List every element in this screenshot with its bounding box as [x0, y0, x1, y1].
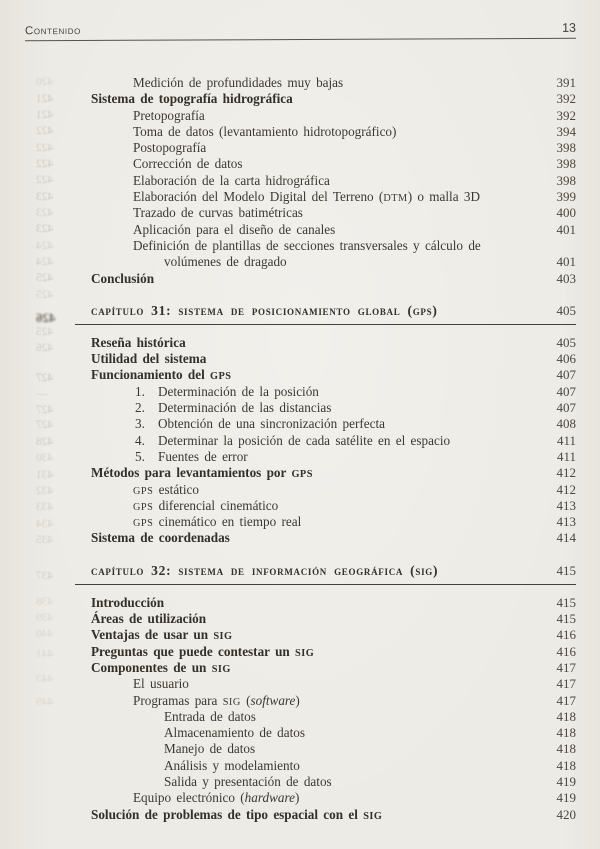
toc-row — [75, 676, 576, 692]
bleed-through-number: 434 — [36, 518, 54, 530]
toc-entry-page-number: 398 — [556, 156, 576, 172]
toc-entry-label: Salida y presentación de datos — [164, 773, 332, 789]
toc-entry-page-number: 418 — [556, 725, 576, 741]
toc-row — [75, 530, 576, 546]
toc-row — [75, 433, 576, 449]
toc-entry-page-number: 420 — [556, 806, 576, 822]
toc-row — [75, 205, 576, 221]
toc-entry-page-number: 403 — [556, 270, 576, 286]
running-header-page-number: 13 — [562, 20, 577, 35]
bleed-through-number: — — [36, 388, 48, 400]
chapter-heading-page-number: 415 — [556, 562, 576, 578]
toc-entry-page-number: 412 — [556, 465, 576, 481]
toc-entry-label: Conclusión — [91, 270, 155, 286]
toc-row — [75, 124, 576, 140]
toc-entry-page-number: 407 — [556, 383, 576, 399]
toc-entry-label: Pretopografía — [133, 107, 205, 123]
bleed-through-number: 424 — [36, 256, 54, 268]
bleed-through-number: 426 — [36, 342, 54, 354]
toc-row — [75, 271, 576, 287]
toc-row — [75, 140, 576, 156]
toc-entry-label: Trazado de curvas batimétricas — [133, 205, 303, 221]
toc-row — [75, 351, 576, 367]
toc-entry-page-number: 411 — [556, 448, 576, 464]
toc-entry-label: Análisis y modelamiento — [164, 757, 300, 773]
toc-entry-page-number: 407 — [556, 400, 576, 416]
toc-row — [75, 644, 576, 660]
toc-entry-label: Entrada de datos — [164, 708, 256, 724]
toc-entry-label: Sistema de coordenadas — [91, 530, 230, 546]
toc-entry-label: Elaboración de la carta hidrográfica — [133, 172, 330, 188]
toc-entry-label: Introducción — [91, 594, 165, 610]
bleed-through-number: 426 — [36, 310, 56, 325]
toc-entry-label: 3. Obtención de una sincronización perfecta — [135, 416, 385, 432]
toc-entry-label: Preguntas que puede contestar un SIG — [91, 643, 315, 659]
toc-entry-page-number: 417 — [556, 659, 576, 675]
toc-entry-page-number: 416 — [556, 643, 576, 659]
toc-entry-label: Manejo de datos — [164, 741, 256, 757]
toc-entry-label: 2. Determinación de las distancias — [135, 400, 332, 416]
toc-entry-number: 5. — [135, 448, 145, 464]
toc-row — [75, 449, 576, 465]
bleed-through-number: 428 — [36, 436, 54, 448]
bleed-through-number: 425 — [36, 326, 54, 338]
toc-row — [75, 108, 576, 124]
toc-entry-number: 3. — [135, 416, 145, 432]
toc-entry-page-number: 415 — [556, 594, 576, 610]
bleed-through-number: 438 — [36, 596, 54, 608]
toc-entry-page-number: 405 — [556, 334, 576, 350]
toc-entry-page-number: 415 — [556, 611, 576, 627]
bleed-through-number: 433 — [36, 501, 54, 513]
bleed-through-number: 427 — [36, 372, 54, 384]
toc-entry-label: Almacenamiento de datos — [164, 725, 305, 741]
toc-entry-number: 1. — [135, 383, 145, 399]
toc-entry-label: Áreas de utilización — [91, 611, 207, 627]
toc-row — [75, 156, 576, 172]
toc-entry-label: GPS estático — [133, 481, 199, 497]
toc-entry-page-number: 401 — [556, 254, 576, 270]
toc-entry-page-number: 411 — [556, 432, 576, 448]
toc-entry-page-number: 418 — [556, 741, 576, 757]
toc-row — [75, 465, 576, 481]
toc-entry-page-number: 392 — [556, 91, 576, 107]
toc-row — [75, 611, 576, 627]
bleed-through-number: 443 — [36, 673, 54, 685]
toc-entry-page-number: 392 — [556, 107, 576, 123]
toc-row — [75, 173, 576, 189]
chapter-heading-row — [75, 563, 576, 585]
bleed-through-number: 435 — [36, 534, 54, 546]
toc-entry-page-number: 419 — [556, 790, 576, 806]
toc-entry-label: Equipo electrónico (hardware) — [133, 790, 300, 806]
toc-row — [75, 400, 576, 416]
toc-row — [75, 238, 576, 254]
toc-row — [75, 741, 576, 757]
toc-row — [75, 790, 576, 806]
toc-entry-number: 2. — [135, 400, 145, 416]
toc-row — [75, 758, 576, 774]
toc-row — [75, 660, 576, 676]
toc-entry-label: El usuario — [133, 676, 189, 692]
toc-row — [75, 222, 576, 238]
toc-entry-page-number: 398 — [556, 140, 576, 156]
toc-entry-number: 4. — [135, 432, 145, 448]
toc-entry-label: GPS cinemático en tiempo real — [133, 514, 302, 530]
toc-entry-page-number: 413 — [556, 497, 576, 513]
chapter-heading-row — [75, 303, 576, 325]
bleed-through-number: 421 — [36, 93, 54, 105]
toc-entry-page-number: 414 — [556, 530, 576, 546]
toc-entry-label: Sistema de topografía hidrográfica — [91, 91, 293, 107]
bleed-through-number: 432 — [36, 485, 54, 497]
toc-entry-page-number: 418 — [556, 757, 576, 773]
toc-entry-label: 1. Determinación de la posición — [135, 383, 319, 399]
toc-entry-page-number: 407 — [556, 367, 576, 383]
toc-entry-label: Utilidad del sistema — [91, 351, 207, 367]
table-of-contents — [75, 75, 576, 823]
toc-entry-page-number: 408 — [556, 416, 576, 432]
bleed-through-number: 425 — [36, 272, 54, 284]
toc-row — [75, 725, 576, 741]
toc-entry-label: GPS diferencial cinemático — [133, 497, 279, 513]
toc-row — [75, 335, 576, 351]
toc-entry-label: Ventajas de usar un SIG — [91, 627, 233, 643]
toc-entry-label: 5. Fuentes de error — [135, 448, 248, 464]
toc-entry-page-number: 417 — [556, 692, 576, 708]
toc-row — [75, 416, 576, 432]
toc-row — [75, 189, 576, 205]
toc-entry-page-number: 413 — [556, 514, 576, 530]
toc-row — [75, 627, 576, 643]
toc-entry-page-number: 418 — [556, 708, 576, 724]
toc-entry-label: Corrección de datos — [133, 156, 243, 172]
toc-entry-page-number: 398 — [556, 172, 576, 188]
running-header-title: Contenido — [24, 24, 81, 38]
toc-row — [75, 595, 576, 611]
toc-entry-label: Solución de problemas de tipo espacial con el SIG — [91, 806, 383, 822]
bleed-through-number: 439 — [36, 612, 54, 624]
bleed-through-number: 430 — [36, 452, 54, 464]
toc-entry-label: Elaboración del Modelo Digital del Terreno (DTM) o malla 3D — [133, 189, 480, 205]
toc-row — [75, 91, 576, 107]
toc-row — [75, 693, 576, 709]
bleed-through-number: 425 — [36, 289, 54, 301]
toc-entry-label: Postopografía — [133, 140, 207, 156]
toc-row — [75, 709, 576, 725]
toc-entry-label: volúmenes de dragado — [164, 254, 287, 270]
running-header — [25, 21, 576, 41]
bleed-through-number: 423 — [36, 191, 54, 203]
chapter-heading-title: capítulo 32: sistema de información geográfica (sig) — [91, 562, 439, 578]
toc-row — [75, 254, 576, 270]
toc-entry-page-number: 401 — [556, 221, 576, 237]
toc-entry-label: Funcionamiento del GPS — [91, 367, 232, 383]
bleed-through-number: 441 — [36, 648, 54, 660]
toc-entry-page-number: 406 — [556, 351, 576, 367]
toc-entry-label: Componentes de un SIG — [91, 659, 231, 675]
toc-entry-label: Métodos para levantamientos por GPS — [91, 465, 313, 481]
toc-entry-page-number: 412 — [556, 481, 576, 497]
toc-entry-page-number: 400 — [556, 205, 576, 221]
toc-entry-page-number: 394 — [556, 123, 576, 139]
toc-entry-label: Toma de datos (levantamiento hidrotopográfico) — [133, 123, 397, 139]
toc-entry-label: Programas para SIG (software) — [133, 692, 300, 708]
bleed-through-number: 427 — [36, 404, 54, 416]
bleed-through-number: 424 — [36, 240, 54, 252]
toc-entry-label: 4. Determinar la posición de cada satélite en el espacio — [135, 432, 451, 448]
toc-row — [75, 384, 576, 400]
toc-row — [75, 482, 576, 498]
toc-row — [75, 498, 576, 514]
bleed-through-number: 422 — [36, 158, 54, 170]
toc-entry-label: Reseña histórica — [91, 334, 186, 350]
bleed-through-number: 422 — [36, 174, 54, 186]
toc-entry-label: Definición de plantillas de secciones transversales y cálculo de — [133, 237, 481, 253]
bleed-through-number: 449 — [36, 696, 54, 708]
bleed-through-number: 422 — [36, 142, 54, 154]
chapter-heading-title: capítulo 31: sistema de posicionamiento global (gps) — [91, 302, 438, 318]
bleed-through-number: 422 — [36, 125, 54, 137]
toc-row — [75, 367, 576, 383]
toc-entry-label: Medición de profundidades muy bajas — [133, 75, 344, 90]
bleed-through-number: 423 — [36, 223, 54, 235]
toc-entry-page-number: 391 — [556, 75, 576, 90]
toc-row — [75, 774, 576, 790]
toc-entry-page-number: 399 — [556, 189, 576, 205]
toc-entry-page-number: 417 — [556, 676, 576, 692]
toc-entry-page-number: 419 — [556, 773, 576, 789]
toc-row — [75, 75, 576, 91]
bleed-through-number: 427 — [36, 419, 54, 431]
bleed-through-number: 420 — [36, 76, 54, 88]
toc-row — [75, 807, 576, 823]
bleed-through-number: 437 — [36, 570, 54, 582]
bleed-through-number: 421 — [36, 109, 54, 121]
toc-entry-label: Aplicación para el diseño de canales — [133, 221, 336, 237]
chapter-heading-page-number: 405 — [556, 302, 576, 318]
toc-entry-page-number: 416 — [556, 627, 576, 643]
bleed-through-number: 431 — [36, 469, 54, 481]
bleed-through-number: 440 — [36, 628, 54, 640]
toc-row — [75, 514, 576, 530]
bleed-through-number: 423 — [36, 207, 54, 219]
